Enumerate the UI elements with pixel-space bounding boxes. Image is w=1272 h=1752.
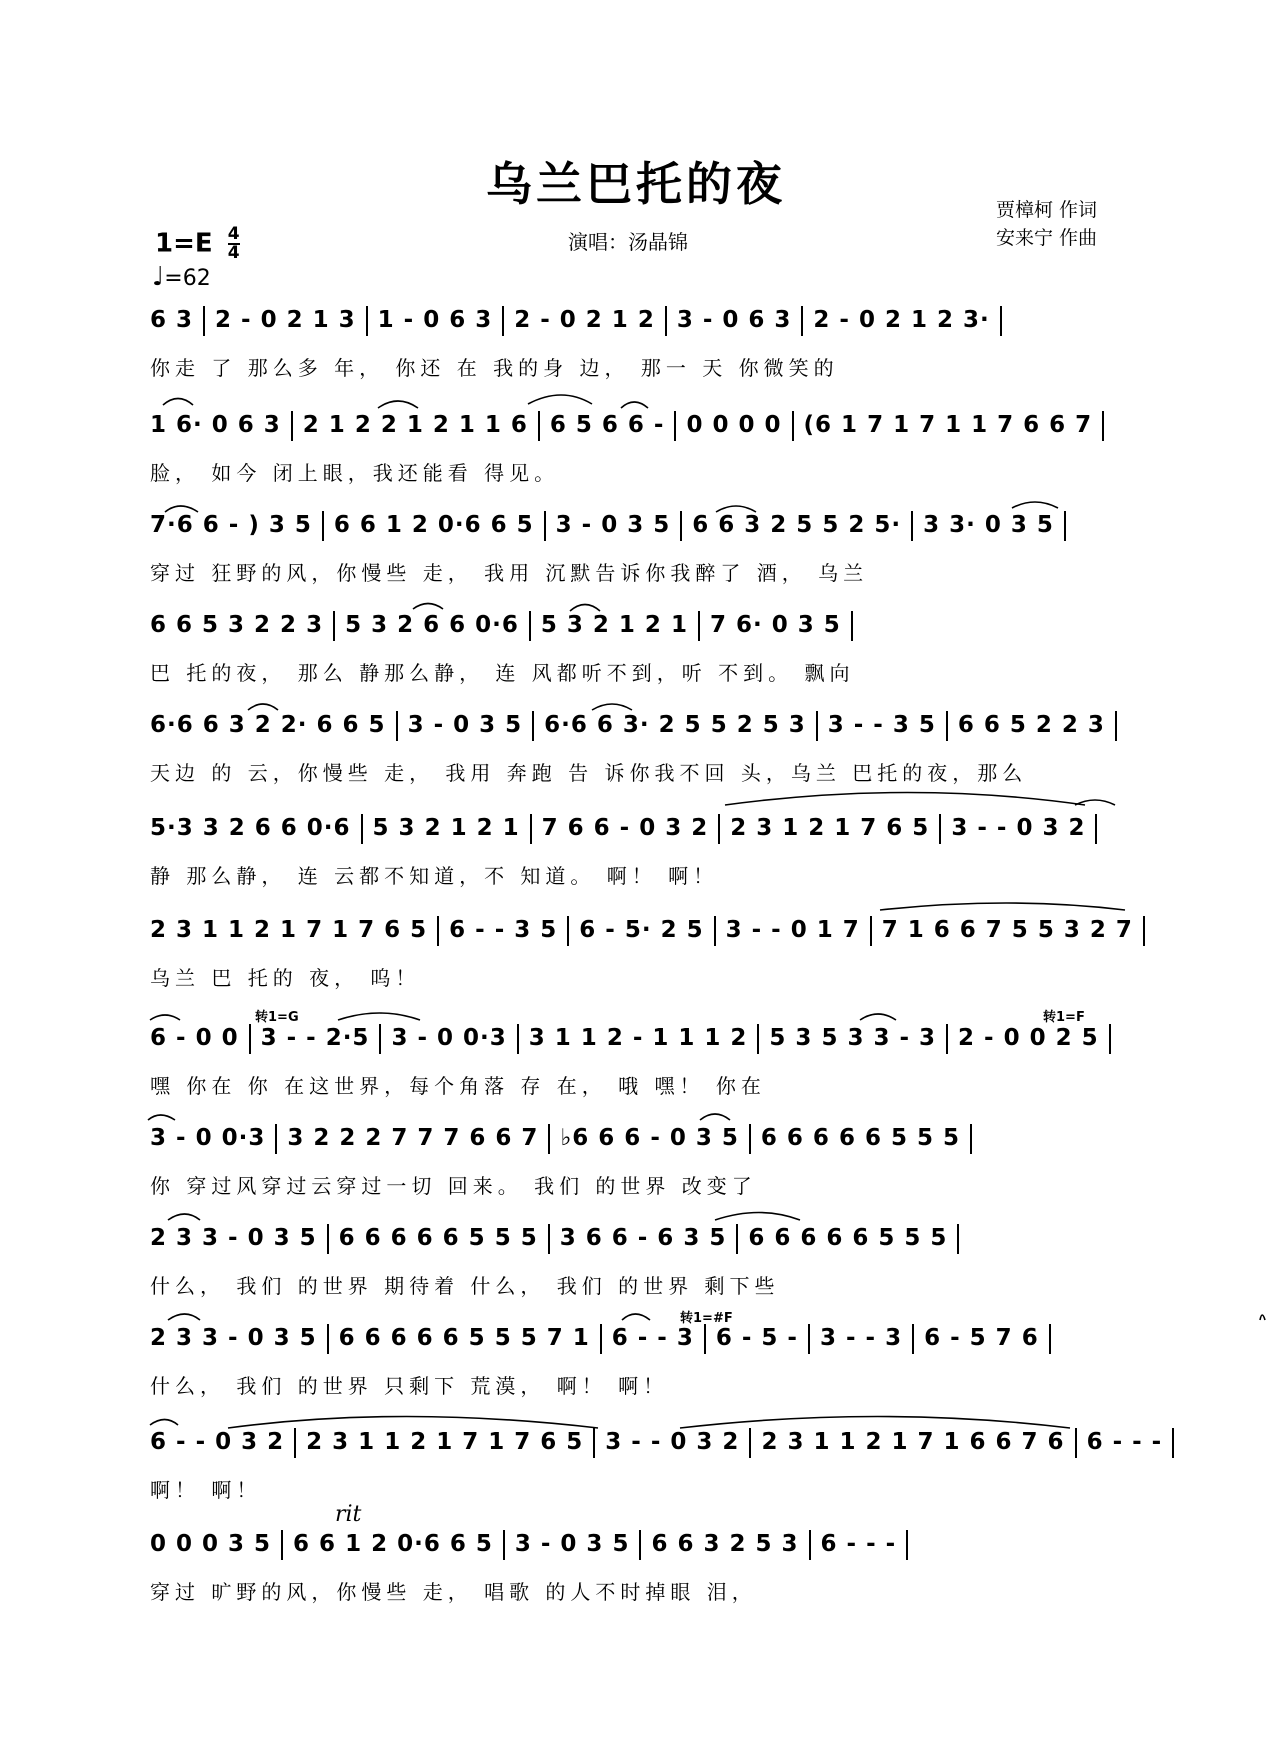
modulation-mark-g: 转1=G: [255, 1010, 299, 1025]
measure: 6 - - -: [1086, 1429, 1163, 1455]
measure: 2 - 0 0 2 5: [958, 1025, 1099, 1051]
barline: [1172, 1428, 1174, 1458]
barline: [939, 814, 941, 844]
measure: 6 6 6 6 6 5 5 5: [760, 1125, 960, 1151]
barline: [970, 1124, 972, 1154]
measure: 1 6· 0 6 3: [150, 412, 281, 438]
barline: [912, 1324, 914, 1354]
barline: [809, 1530, 811, 1560]
measure: 6 6 1 2 0·6 6 5: [333, 512, 534, 538]
barline: [1000, 306, 1002, 336]
measure: 2 - 0 2 1 3: [215, 307, 356, 333]
measure: 6 3: [150, 307, 194, 333]
modulation-mark-fsharp: 转1=#F: [680, 1311, 733, 1326]
lyrics-line: 穿过 狂野的风，你慢些 走， 我用 沉默告诉你我醉了 酒， 乌兰: [150, 561, 869, 585]
measure: 5·3 3 2 6 6 0·6: [150, 815, 351, 841]
measure: 6 - - 3: [611, 1325, 694, 1351]
measure: 6 6 6 6 6 5 5 5: [338, 1225, 538, 1251]
lyrics-line: 天边 的 云，你慢些 走， 我用 奔跑 告 诉你我不回 头，乌兰 巴托的夜，那么: [150, 761, 1028, 785]
barline: [503, 1530, 505, 1560]
barline: [530, 814, 532, 844]
measure: 2 3 3 - 0 3 5: [150, 1325, 317, 1351]
measure: 6 6 3 2 5 5 2 5·: [692, 512, 902, 538]
measure: 6 - - -: [820, 1531, 897, 1557]
barline: [680, 511, 682, 541]
quarter-note-icon: ♩: [152, 262, 165, 292]
measure: 5 3 5 3 3 - 3: [769, 1025, 937, 1051]
lyrics-line: 嘿 你在 你 在这世界，每个角落 存 在， 哦 嘿！ 你在: [150, 1074, 766, 1098]
barline: [674, 411, 676, 441]
measure: 6 5 6 6 -: [549, 412, 665, 438]
notes-line: [150, 505, 1132, 545]
measure: 6 6 5 2 2 3: [957, 712, 1105, 738]
measure: 1 - 0 6 3: [377, 307, 493, 333]
notes-line: [150, 405, 1132, 445]
measure: 2 3 3 - 0 3 5: [150, 1225, 317, 1251]
lyrics-line: 静 那么静， 连 云都不知道，不 知道。 啊！ 啊！: [150, 864, 719, 888]
notes-line: [150, 808, 1132, 848]
measure: 7·6 6 - ) 3 5: [150, 512, 312, 538]
lyrics-line: 你 穿过风穿过云穿过一切 回来。 我们 的世界 改变了: [150, 1174, 757, 1198]
barline: [808, 1324, 810, 1354]
barline: [851, 611, 853, 641]
measure: (6 1 7 1 7 1 1 7 6 6 7: [803, 412, 1093, 438]
notes-line: [150, 1118, 1132, 1158]
measure: 6 6 6 6 6 5 5 5 7 1: [338, 1325, 590, 1351]
measure: 6 6 6 6 6 5 5 5: [748, 1225, 948, 1251]
measure: 7 6· 0 3 5: [709, 612, 841, 638]
barline: [718, 814, 720, 844]
barline: [567, 916, 569, 946]
measure: 3 - 0 0·3: [391, 1025, 507, 1051]
song-title: 乌兰巴托的夜: [486, 157, 786, 211]
lyrics-line: 穿过 旷野的风，你慢些 走， 唱歌 的人不时掉眼 泪，: [150, 1580, 757, 1604]
barline: [1109, 1024, 1111, 1054]
barline: [366, 306, 368, 336]
measure: 3 3· 0 3 5: [923, 512, 1054, 538]
notes-line: [150, 1422, 1163, 1462]
barline: [1115, 711, 1117, 741]
measure: 2 3 1 1 2 1 7 1 7 6 5: [150, 917, 428, 943]
measure: 0 0 0 3 5: [150, 1531, 272, 1557]
measure: 7 1 6 6 7 5 5 3 2 7: [881, 917, 1133, 943]
barline: [538, 411, 540, 441]
measure: 3 - 0 0·3: [150, 1125, 266, 1151]
measure: 6 - - 0 3 2: [150, 1429, 285, 1455]
barline: [502, 306, 504, 336]
barline: [275, 1124, 277, 1154]
barline: [704, 1324, 706, 1354]
notes-line: [150, 705, 1132, 745]
barline: [946, 1024, 948, 1054]
measure: 3 - - 3 5: [827, 712, 936, 738]
barline: [548, 1224, 550, 1254]
barline: [714, 916, 716, 946]
barline: [1064, 511, 1066, 541]
barline: [698, 611, 700, 641]
measure: 6 - 5 7 6: [924, 1325, 1039, 1351]
measure: 2 3 1 2 1 7 6 5: [730, 815, 930, 841]
measure: 5 3 2 1 2 1: [540, 612, 688, 638]
tempo-marking: [152, 262, 211, 292]
barline: [792, 411, 794, 441]
measure: 3 1 1 2 - 1 1 1 2: [528, 1025, 748, 1051]
measure: 3 - 0 3 5: [514, 1531, 630, 1557]
measure: 7 6 6 - 0 3 2: [541, 815, 709, 841]
measure: 3 - 0 3 5: [555, 512, 671, 538]
measure: 6 - - 3 5: [449, 917, 558, 943]
modulation-mark-f: 转1=F: [1043, 1010, 1085, 1025]
key-label: 1=E: [155, 228, 213, 259]
measure: 5 3 2 1 2 1: [372, 815, 520, 841]
barline: [294, 1428, 296, 1458]
barline: [379, 1024, 381, 1054]
lyrics-line: 什么， 我们 的世界 只剩下 荒漠， 啊！ 啊！: [150, 1374, 669, 1398]
notes-line: [150, 1218, 1132, 1258]
barline: [281, 1530, 283, 1560]
lyrics-line: 你走 了 那么多 年， 你还 在 我的身 边， 那一 天 你微笑的: [150, 356, 839, 380]
measure: 6 - 5· 2 5: [579, 917, 704, 943]
barline: [665, 306, 667, 336]
barline: [291, 411, 293, 441]
measure: 6·6 6 3· 2 5 5 2 5 3: [544, 712, 806, 738]
time-sig-top: 4: [227, 224, 240, 244]
barline: [249, 1024, 251, 1054]
rit-marking: rit: [335, 1502, 362, 1527]
measure: 6 6 5 3 2 2 3: [150, 612, 324, 638]
notes-line: [150, 1524, 1132, 1564]
barline: [870, 916, 872, 946]
measure: 2 - 0 2 1 2 3·: [813, 307, 990, 333]
measure: 2 1 2 2 1 2 1 1 6: [302, 412, 528, 438]
lyrics-line: 什么， 我们 的世界 期待着 什么， 我们 的世界 剩下些: [150, 1274, 780, 1298]
barline: [327, 1324, 329, 1354]
barline: [327, 1224, 329, 1254]
barline: [801, 306, 803, 336]
composer-credit: 安来宁 作曲: [996, 227, 1098, 249]
lyricist-credit: 贾樟柯 作词: [996, 199, 1098, 221]
barline: [544, 511, 546, 541]
barline: [736, 1224, 738, 1254]
measure: 6 - 5 -: [715, 1325, 798, 1351]
barline: [1075, 1428, 1077, 1458]
tempo-value: =62: [164, 266, 211, 291]
measure: 0 0 0 0: [686, 412, 782, 438]
time-signature: [228, 226, 240, 262]
measure: 2 3 1 1 2 1 7 1 6 6 7 6: [761, 1429, 1065, 1455]
barline: [600, 1324, 602, 1354]
measure: 3 - - 0 1 7: [725, 917, 860, 943]
barline: [749, 1124, 751, 1154]
barline: [906, 1530, 908, 1560]
measure: 3 - - 2·5: [260, 1025, 370, 1051]
notes-line: [150, 910, 1132, 950]
notes-line: [150, 1318, 1132, 1358]
barline: [333, 611, 335, 641]
measure: 5 3 2 6 6 0·6: [345, 612, 519, 638]
measure: 3 - 0 3 5: [407, 712, 523, 738]
notes-line: [150, 300, 1132, 340]
barline: [1102, 411, 1104, 441]
barline: [517, 1024, 519, 1054]
barline: [639, 1530, 641, 1560]
measure: 6 - 0 0: [150, 1025, 239, 1051]
barline: [532, 711, 534, 741]
barline: [757, 1024, 759, 1054]
barline: [957, 1224, 959, 1254]
barline: [203, 306, 205, 336]
credits: [996, 196, 1097, 252]
singer-credit: 演唱：汤晶锦: [568, 230, 688, 254]
key-signature: [155, 226, 240, 262]
barline: [1095, 814, 1097, 844]
measure: 6·6 6 3 2 2· 6 6 5: [150, 712, 386, 738]
lyrics-line: 巴 托的夜， 那么 静那么静， 连 风都听不到，听 不到。 飘向: [150, 661, 855, 685]
barline: [322, 511, 324, 541]
barline: [396, 711, 398, 741]
barline: [749, 1428, 751, 1458]
measure: 6 6 1 2 0·6 6 5: [293, 1531, 493, 1557]
barline: [593, 1428, 595, 1458]
measure: 2 - 0 2 1 2: [514, 307, 655, 333]
barline: [946, 711, 948, 741]
barline: [816, 711, 818, 741]
measure: 3 - - 0 3 2: [605, 1429, 740, 1455]
measure: 3 2 2 2 7 7 7 6 6 7: [287, 1125, 539, 1151]
barline: [437, 916, 439, 946]
measure: 3 - - 3: [819, 1325, 903, 1351]
barline: [911, 511, 913, 541]
notes-line: [150, 605, 1132, 645]
lyrics-line: 脸， 如今 闭上眼，我还能看 得见。: [150, 461, 560, 485]
measure: 3 6 6 - 6 3 5: [559, 1225, 727, 1251]
measure: 3 - 0 6 3: [676, 307, 792, 333]
lyrics-line: 乌兰 巴 托的 夜， 呜！: [150, 966, 421, 990]
barline: [529, 611, 531, 641]
measure: ♭6 6 6 - 0 3 5: [560, 1125, 739, 1151]
barline: [1143, 916, 1145, 946]
barline: [1049, 1324, 1051, 1354]
measure: 2 3 1 1 2 1 7 1 7 6 5: [306, 1429, 584, 1455]
barline: [361, 814, 363, 844]
lyrics-line: 啊！ 啊！: [150, 1478, 262, 1502]
measure: 3 - - 0 3 2: [951, 815, 1086, 841]
barline: [548, 1124, 550, 1154]
time-sig-bottom: 4: [227, 243, 240, 263]
measure: 6 6 3 2 5 3: [651, 1531, 799, 1557]
